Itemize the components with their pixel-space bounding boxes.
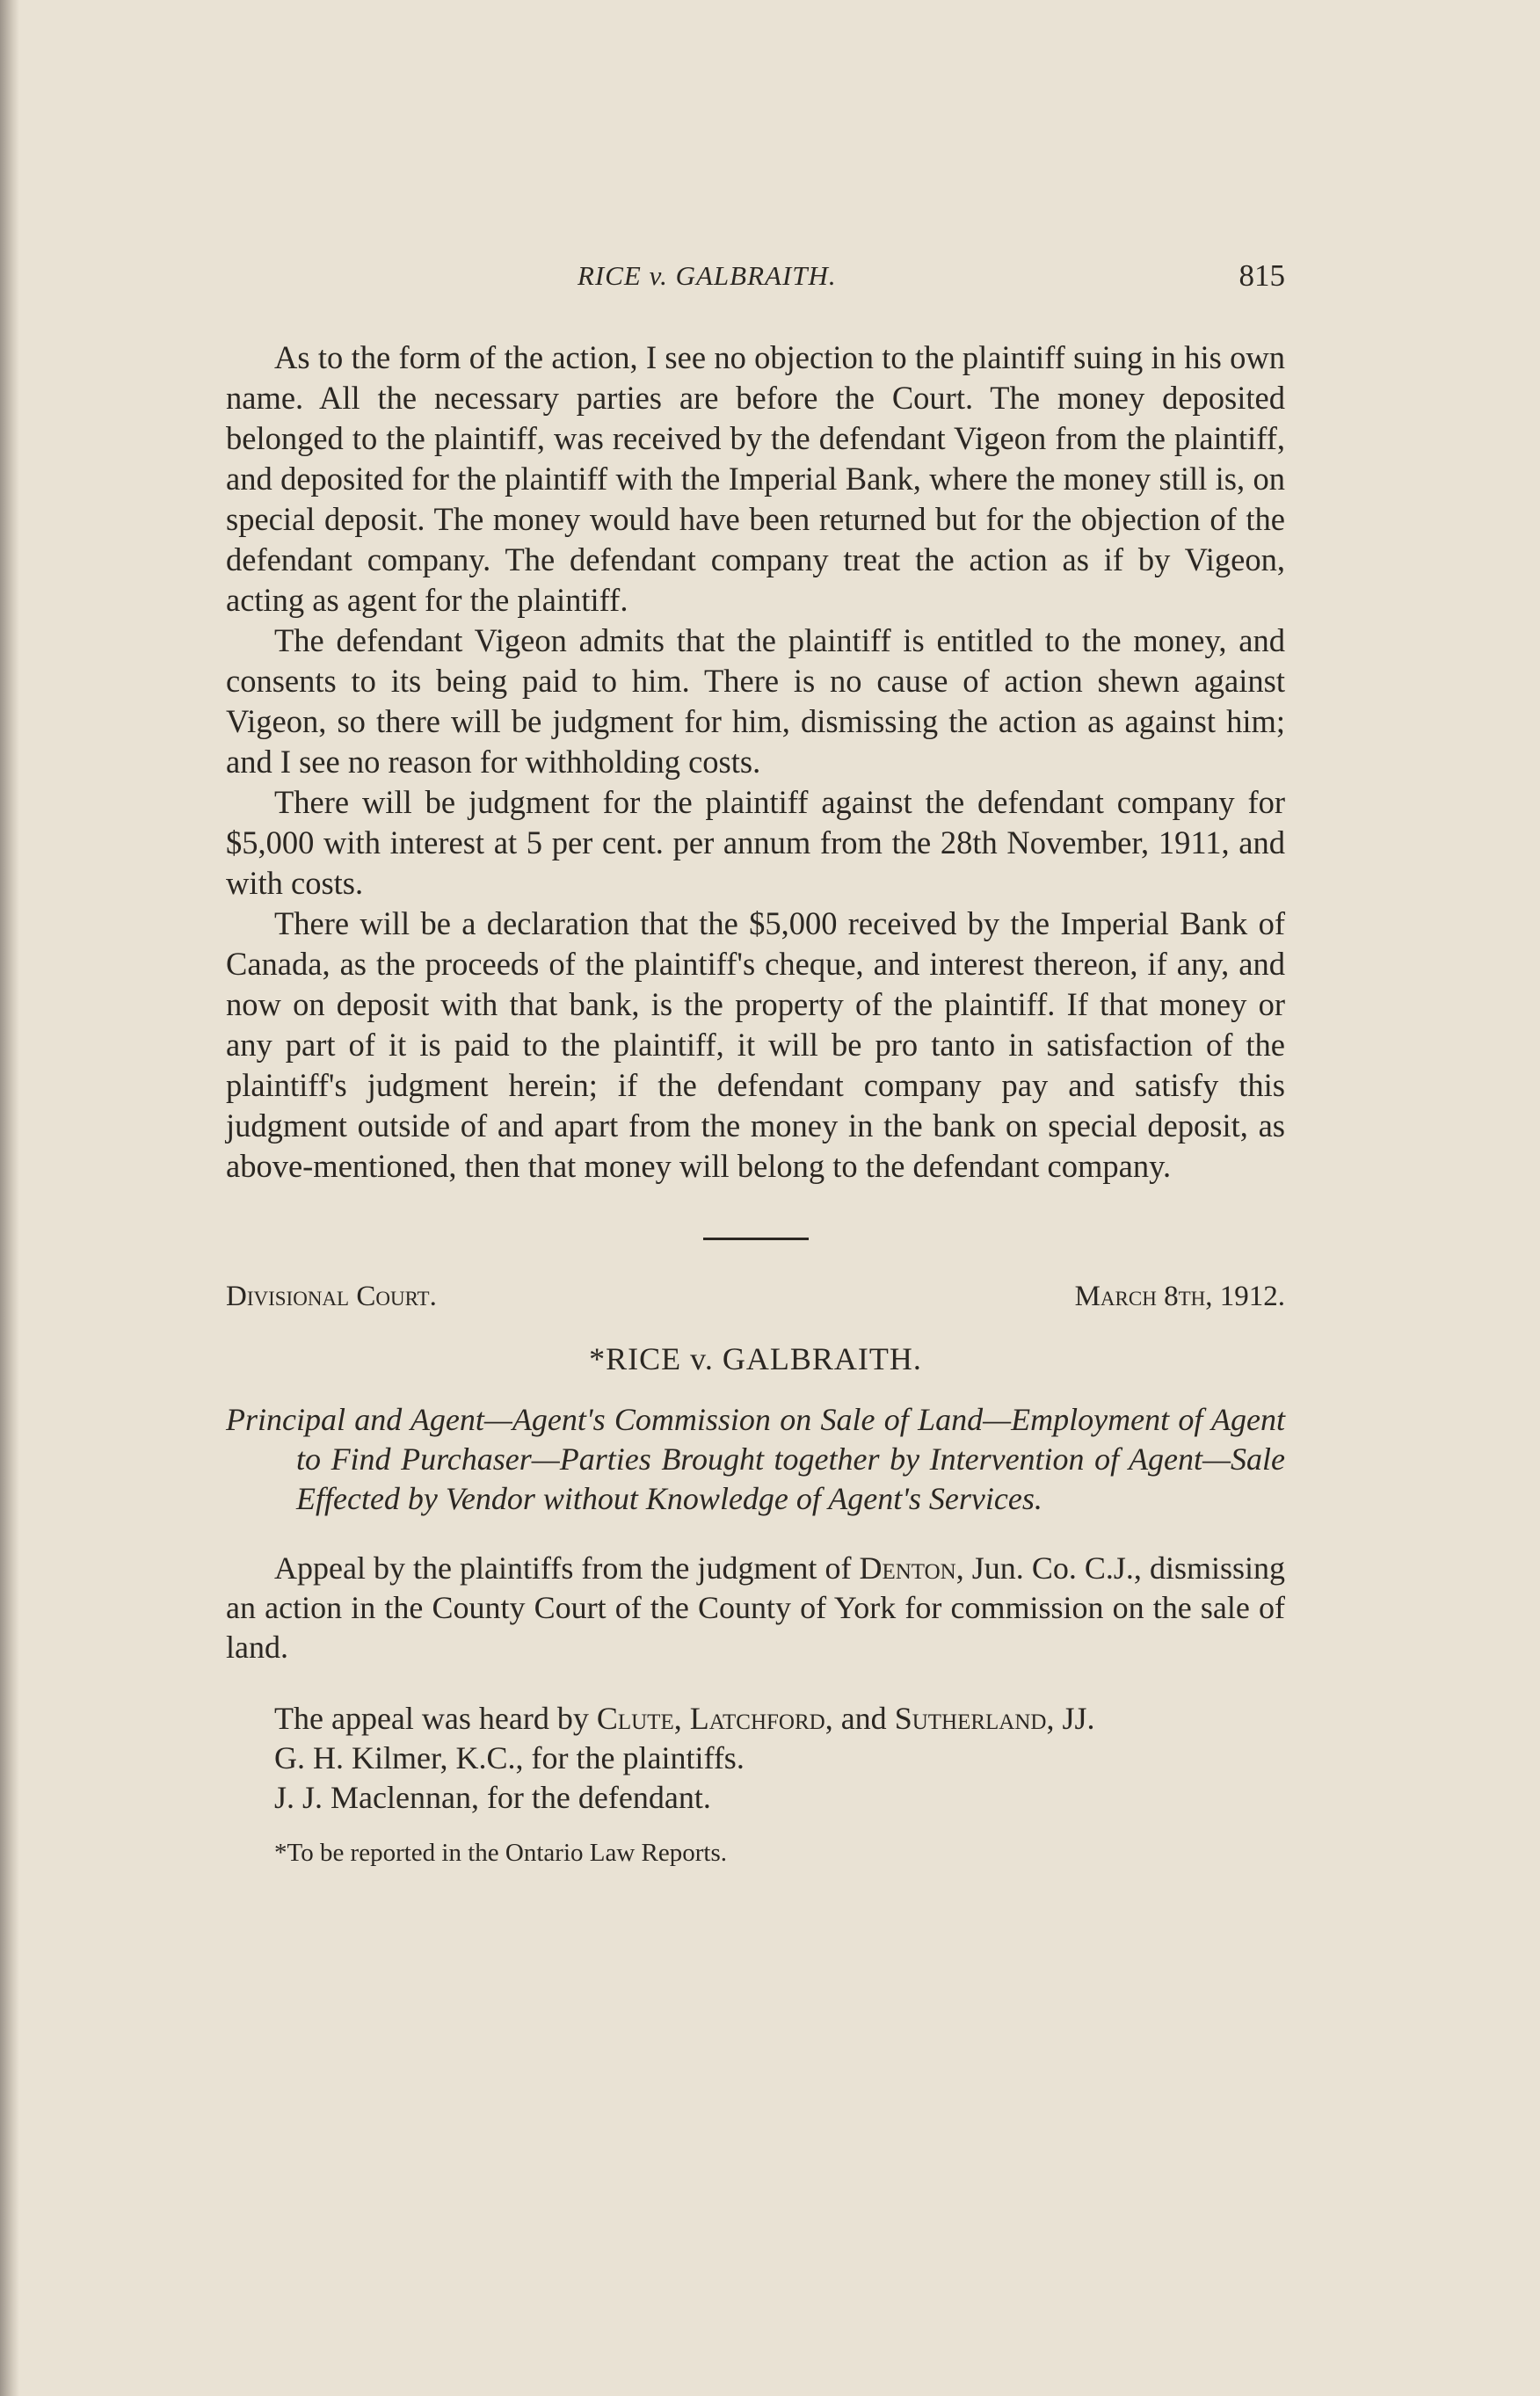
running-head bbox=[226, 255, 1285, 308]
appeal-paragraph bbox=[226, 1549, 1285, 1667]
section-divider bbox=[703, 1238, 809, 1240]
case-title: *RICE v. GALBRAITH. bbox=[589, 1341, 922, 1376]
paragraph: The defendant Vigeon admits that the plaintiff is entitled to the money, and consents to its being paid to him. There is no cause of action shewn against Vigeon, so there will be judgment for him, dismissing the action as against him; and I see no reason for withholding costs. bbox=[226, 622, 1285, 780]
paragraph: There will be a declaration that the $5,000 received by the Imperial Bank of Canada, as the proceeds of the plaintiff's cheque, and interest thereon, if any, and now on deposit with that bank, is the property of the plaintiff. If that money or any part of it is paid to the plaintiff, it will be pro tanto in satisfaction of the plaintiff's judgment herein; if the defendant company pay and satisfy this judgment outside of and apart from the money in the bank on special deposit, as above-mentioned, then that money will belong to the defendant company. bbox=[226, 905, 1285, 1184]
appeal-text: , Jun. Co. C.J., dismissing an action in the County Court of the County of York for commission on the sale of land. bbox=[226, 1550, 1285, 1665]
counsel-defendant: J. J. Maclennan, for the defendant. bbox=[274, 1780, 711, 1815]
heard-text: , JJ. bbox=[1046, 1701, 1095, 1736]
paragraph: As to the form of the action, I see no objection to the plaintiff suing in his own name. All the necessary parties are before the Court. The money deposited belonged to the plaintiff, was received by the defendant Vigeon from the plaintiff, and deposited for the plaintiff with the Imperial Bank, where the money still is, on special deposit. The money would have been returned but for the objection of the defendant company. The defendant company treat the action as if by Vigeon, acting as agent for the plaintiff. bbox=[226, 339, 1285, 618]
judge-name: Denton bbox=[859, 1550, 956, 1586]
judge-name: Sutherland bbox=[894, 1701, 1047, 1736]
footnote: *To be reported in the Ontario Law Reports. bbox=[274, 1839, 727, 1867]
page-edge-shadow bbox=[0, 0, 19, 2396]
headnote: Principal and Agent—Agent's Commission on Sale of Land—Employment of Agent to Find Purchaser—Parties Brought together by Intervention of Agent—Sale Effected by Vendor without Knowledge of Agent's Services. bbox=[226, 1402, 1285, 1516]
counsel-plaintiffs: G. H. Kilmer, K.C., for the plaintiffs. bbox=[274, 1740, 745, 1775]
separator: , bbox=[673, 1701, 690, 1736]
running-head-title: RICE v. GALBRAITH. bbox=[578, 260, 837, 291]
judgment-text bbox=[226, 338, 1285, 1187]
page-number: 815 bbox=[1239, 258, 1285, 293]
paragraph: There will be judgment for the plaintiff against the defendant company for $5,000 with interest at 5 per cent. per annum from the 28th November, 1911, and with costs. bbox=[226, 784, 1285, 901]
judge-name: Latchford bbox=[689, 1701, 825, 1736]
book-page bbox=[226, 255, 1285, 1868]
heard-text: The appeal was heard by bbox=[274, 1701, 597, 1736]
separator: , and bbox=[824, 1701, 895, 1736]
appeal-text: Appeal by the plaintiffs from the judgment of bbox=[274, 1550, 860, 1586]
heard-paragraph bbox=[226, 1699, 1285, 1739]
decision-date: March 8th, 1912. bbox=[1074, 1281, 1285, 1312]
court-name: Divisional Court. bbox=[226, 1281, 437, 1312]
court-date-line bbox=[226, 1281, 1285, 1325]
judge-name: Clute bbox=[596, 1701, 674, 1736]
